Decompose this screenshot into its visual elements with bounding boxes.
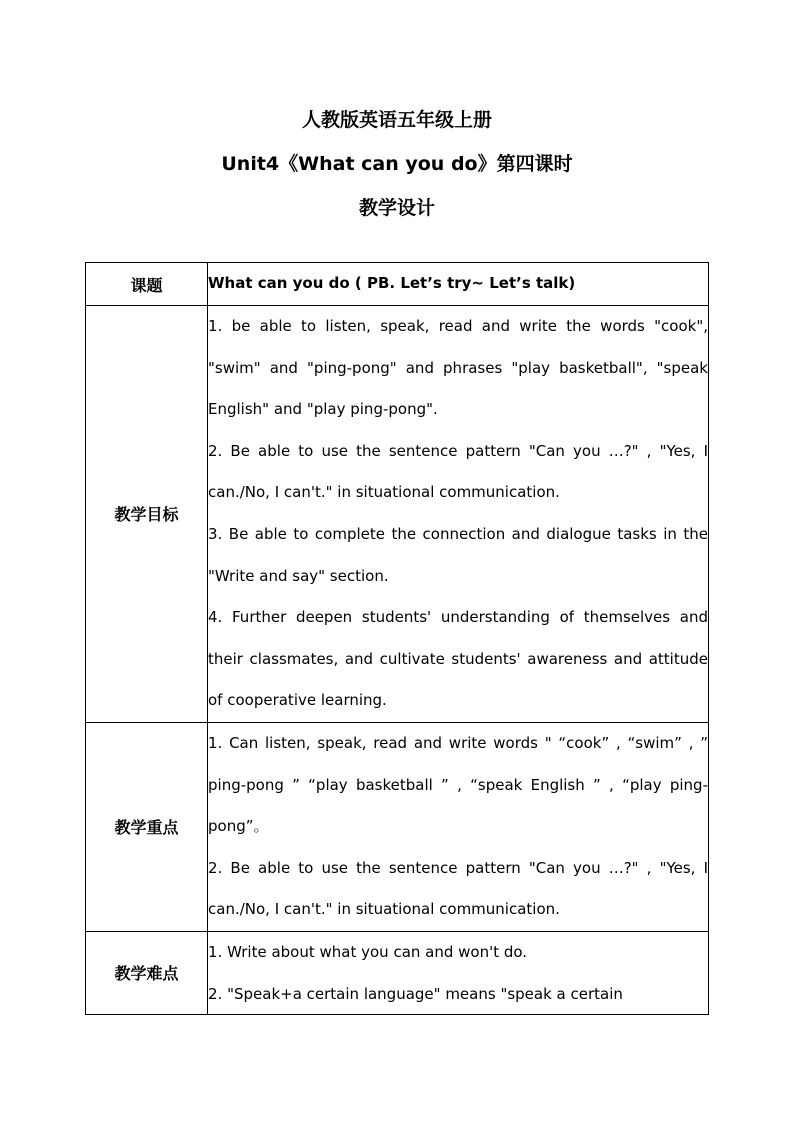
objectives-content [208,306,709,723]
lesson-plan-table [85,262,709,1015]
key-points-content [208,722,709,931]
difficulties-content [208,931,709,1014]
label-key-points: 教学重点 [86,722,208,931]
header-line-unit: Unit4《What can you do》第四课时 [221,153,573,175]
label-objectives: 教学目标 [86,306,208,723]
label-difficulties: 教学难点 [86,931,208,1014]
key-point-item-2: 2. Be able to use the sentence pattern "Can you …?" , "Yes, I can./No, I can't." in situational communication. [208,858,708,919]
difficulties-wrap [208,932,708,1014]
difficulty-item-1: 1. Write about what you can and won't do. [208,942,528,961]
table-row-topic [86,263,709,306]
objective-item-3: 3. Be able to complete the connection and dialogue tasks in the "Write and say" section. [208,524,708,585]
document-header [0,105,794,237]
objective-item-2: 2. Be able to use the sentence pattern "Can you …?" , "Yes, I can./No, I can't." in situational communication. [208,441,708,502]
value-topic: What can you do ( PB. Let’s try~ Let’s talk) [208,263,709,306]
table-row-difficulties [86,931,709,1014]
objective-item-1: 1. be able to listen, speak, read and write the words "cook", "swim" and "ping-pong" and phrases "play basketball", "speak English" and "play ping-pong". [208,317,708,419]
table-row-objectives [86,306,709,723]
table-row-key-points [86,722,709,931]
header-line-design: 教学设计 [358,197,435,219]
objective-item-4: 4. Further deepen students' understanding of themselves and their classmates, and cultivate students' awareness and attitude of cooperative learning. [208,608,708,710]
difficulty-item-2: 2. "Speak+a certain language" means "speak a certain [208,984,623,1003]
label-topic: 课题 [86,263,208,306]
header-line-textbook: 人教版英语五年级上册 [301,109,492,131]
key-point-item-1: 1. Can listen, speak, read and write words " “cook” , “swim” , ” ping-pong ” “play basketball ” , “speak English ” , “play ping-pong”。 [208,733,708,836]
